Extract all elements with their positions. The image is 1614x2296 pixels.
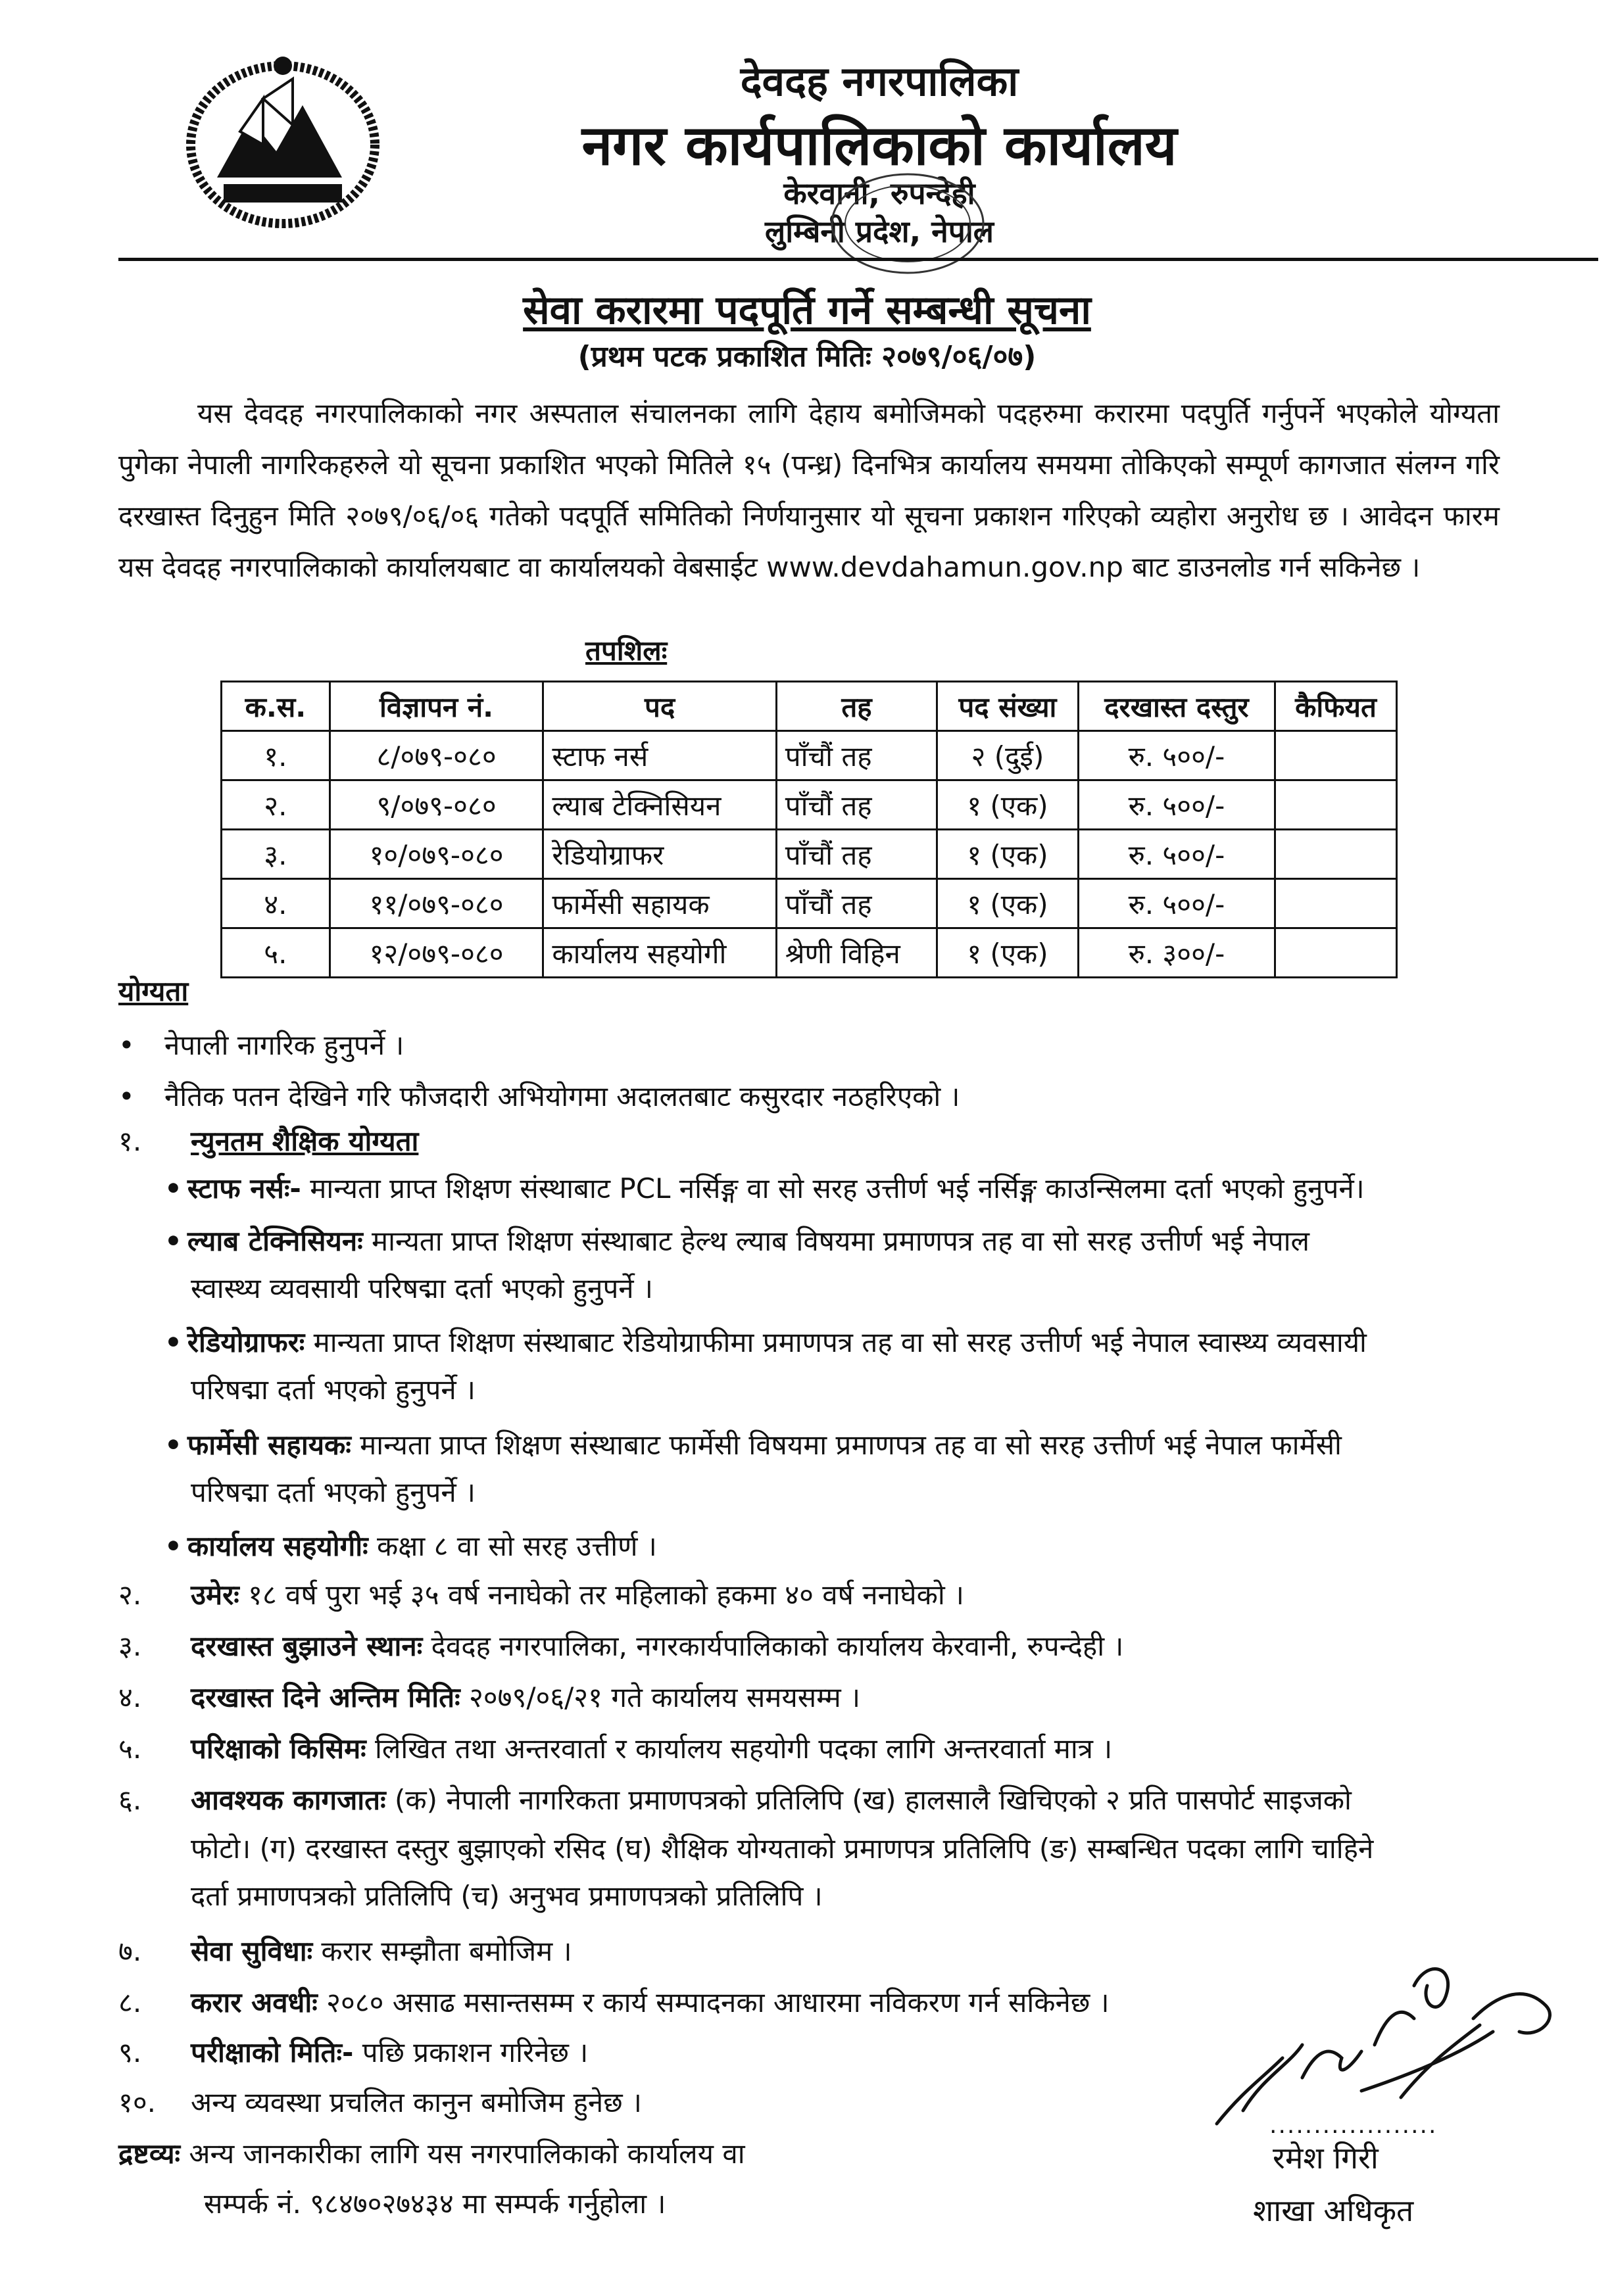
edu-lab-technician-cont: स्वास्थ्य व्यवसायी परिषद्मा दर्ता भएको हुनुपर्ने । [191,1272,653,1304]
cell-sn: १. [222,731,330,780]
cell-ad-no: १२/०७९-०८० [330,928,543,978]
item-contract-period: ८. करार अवधीः २०८० असाढ मसान्तसम्म र कार्य सम्पादनका आधारमा नविकरण गर्न सकिनेछ । [118,1986,1110,2019]
item-facilities: ७. सेवा सुविधाः करार सम्झौता बमोजिम । [118,1935,572,1967]
edu-pharmacy-assistant-cont: परिषद्मा दर्ता भएको हुनुपर्ने । [191,1476,476,1508]
cell-count: १ (एक) [937,830,1079,879]
item-documents-cont-2: दर्ता प्रमाणपत्रको प्रतिलिपि (च) अनुभव प्रमाणपत्रको प्रतिलिपि । [191,1880,823,1912]
note-line-1: द्रष्टव्यः अन्य जानकारीका लागि यस नगरपालिकाको कार्यालय वा [118,2138,745,2170]
cell-fee: रु. ५००/- [1078,731,1275,780]
table-row [222,731,1397,780]
published-date: (प्रथम पटक प्रकाशित मितिः २०७९/०६/०७) [577,340,1037,373]
cell-level: पाँचौं तह [776,879,937,928]
list-item: • नेपाली नागरिक हुनुपर्ने । [118,1029,404,1061]
posts-table [220,681,1398,978]
cell-count: १ (एक) [937,879,1079,928]
table-row [222,928,1397,978]
office-name: नगर कार्यपालिकाको कार्यालय [581,113,1177,178]
header-divider [118,258,1598,261]
office-stamp-icon [822,168,993,279]
col-header-remarks: कैफियत [1275,682,1397,731]
table-header-row [222,682,1397,731]
item-documents: ६. आवश्यक कागजातः (क) नेपाली नागरिकता प्रमाणपत्रको प्रतिलिपि (ख) हालसालै खिचिएको २ प्रति पासपोर्ट साइजको [118,1784,1352,1816]
cell-ad-no: ९/०७९-०८० [330,780,543,830]
cell-sn: ५. [222,928,330,978]
table-row [222,830,1397,879]
cell-fee: रु. ३००/- [1078,928,1275,978]
col-header-level: तह [776,682,937,731]
cell-fee: रु. ५००/- [1078,830,1275,879]
cell-post: ल्याब टेक्निसियन [543,780,776,830]
cell-ad-no: ११/०७९-०८० [330,879,543,928]
cell-sn: ४. [222,879,330,928]
item-age: २. उमेरः १८ वर्ष पुरा भई ३५ वर्ष ननाघेको तर महिलाको हकमा ४० वर्ष ननाघेको । [118,1579,964,1611]
qualification-heading: योग्यता [118,975,189,1007]
cell-remarks [1275,780,1397,830]
edu-radiographer: • रेडियोग्राफरः मान्यता प्राप्त शिक्षण संस्थाबाट रेडियोग्राफीमा प्रमाणपत्र तह वा सो सरह उत्तीर्ण भई नेपाल स्वास्थ्य व्यवसायी [164,1326,1367,1358]
table-caption: तपशिलः [585,634,668,667]
cell-ad-no: १०/०७९-०८० [330,830,543,879]
cell-post: स्टाफ नर्स [543,731,776,780]
col-header-fee: दरखास्त दस्तुर [1078,682,1275,731]
cell-count: १ (एक) [937,928,1079,978]
item-deadline: ४. दरखास्त दिने अन्तिम मितिः २०७९/०६/२१ गते कार्यालय समयसम्म । [118,1681,861,1713]
cell-count: १ (एक) [937,780,1079,830]
item-submission-place: ३. दरखास्त बुझाउने स्थानः देवदह नगरपालिका, नगरकार्यपालिकाको कार्यालय केरवानी, रुपन्देही । [118,1630,1124,1662]
col-header-sn: क.स. [222,682,330,731]
cell-level: पाँचौं तह [776,830,937,879]
address-line-1: केरवानी, रुपन्देही [783,176,975,211]
cell-remarks [1275,731,1397,780]
edu-staff-nurse: • स्टाफ नर्सः- मान्यता प्राप्त शिक्षण संस्थाबाट PCL नर्सिङ्ग वा सो सरह उत्तीर्ण भई नर्सिङ्ग काउन्सिलमा दर्ता भएको हुनुपर्ने। [164,1172,1365,1205]
col-header-post: पद [543,682,776,731]
cell-sn: २. [222,780,330,830]
table-row [222,780,1397,830]
bullet-icon: • [118,1029,135,1061]
item-exam-type: ५. परिक्षाको किसिमः लिखित तथा अन्तरवार्ता र कार्यालय सहयोगी पदका लागि अन्तरवार्ता मात्र । [118,1733,1113,1765]
cell-level: पाँचौं तह [776,780,937,830]
bullet-icon: • [118,1080,135,1112]
cell-ad-no: ८/०७९-०८० [330,731,543,780]
col-header-count: पद संख्या [937,682,1079,731]
edu-radiographer-cont: परिषद्मा दर्ता भएको हुनुपर्ने । [191,1374,476,1406]
cell-count: २ (दुई) [937,731,1079,780]
cell-fee: रु. ५००/- [1078,780,1275,830]
address-line-2: लुम्बिनी प्रदेश, नेपाल [765,214,994,249]
signatory-title: शाखा अधिकृत [1253,2193,1414,2228]
notice-title: सेवा करारमा पदपूर्ति गर्ने सम्बन्धी सूचना [523,287,1091,333]
item-other-arrangements: १०. अन्य व्यवस्था प्रचलित कानुन बमोजिम हुनेछ । [118,2086,642,2118]
item-documents-cont-1: फोटो। (ग) दरखास्त दस्तुर बुझाएको रसिद (घ) शैक्षिक योग्यताको प्रमाणपत्र प्रतिलिपि (ङ) सम्बन्धित पदका लागि चाहिने [191,1832,1374,1865]
item-exam-date: ९. परीक्षाको मितिः- पछि प्रकाशन गरिनेछ । [118,2036,589,2069]
table-row [222,879,1397,928]
edu-lab-technician: • ल्याब टेक्निसियनः मान्यता प्राप्त शिक्षण संस्थाबाट हेल्थ ल्याब विषयमा प्रमाणपत्र तह वा सो सरह उत्तीर्ण भई नेपाल [164,1225,1310,1257]
list-item: • नैतिक पतन देखिने गरि फौजदारी अभियोगमा अदालतबाट कसुरदार नठहरिएको । [118,1080,960,1112]
cell-fee: रु. ५००/- [1078,879,1275,928]
notice-paragraph: यस देवदह नगरपालिकाको नगर अस्पताल संचालनका लागि देहाय बमोजिमको पदहरुमा करारमा पदपुर्ति गर्नुपर्ने भएकोले योग्यता पुगेका नेपाली नागरिकहरुले यो सूचना प्रकाशित भएको मितिले १५ (पन्ध्र) दिनभित्र कार्यालय समयमा तोकिएको सम्पूर्ण कागजात संलग्न गरि दरखास्त दिनुहुन मिति २०७९/०६/०६ गतेको पदपूर्ति समितिको निर्णयानुसार यो सूचना प्रकाशन गरिएको व्यहोरा अनुरोध छ । आवेदन फारम यस देवदह नगरपालिकाको कार्यालयबाट वा कार्यालयको वेबसाईट www.devdahamun.gov.np बाट डाउनलोड गर्न सकिनेछ । [118,397,1500,583]
cell-remarks [1275,830,1397,879]
edu-pharmacy-assistant: • फार्मेसी सहायकः मान्यता प्राप्त शिक्षण संस्थाबाट फार्मेसी विषयमा प्रमाणपत्र तह वा सो सरह उत्तीर्ण भई नेपाल फार्मेसी [164,1429,1342,1461]
cell-level: पाँचौं तह [776,731,937,780]
cell-sn: ३. [222,830,330,879]
edu-office-helper: • कार्यालय सहयोगीः कक्षा ८ वा सो सरह उत्तीर्ण । [164,1530,657,1562]
cell-level: श्रेणी विहिन [776,928,937,978]
cell-remarks [1275,928,1397,978]
cell-remarks [1275,879,1397,928]
signature-line: ................... [1269,2112,1438,2139]
cell-post: रेडियोग्राफर [543,830,776,879]
municipality-name: देवदह नगरपालिका [740,57,1019,105]
cell-post: कार्यालय सहयोगी [543,928,776,978]
edu-heading-line: १. न्युनतम शैक्षिक योग्यता [118,1125,419,1157]
cell-post: फार्मेसी सहायक [543,879,776,928]
col-header-ad-no: विज्ञापन नं. [330,682,543,731]
signatory-name: रमेश गिरी [1273,2140,1379,2176]
note-line-2: सम्पर्क नं. ९८४७०२७४३४ मा सम्पर्क गर्नुहोला । [204,2188,666,2220]
